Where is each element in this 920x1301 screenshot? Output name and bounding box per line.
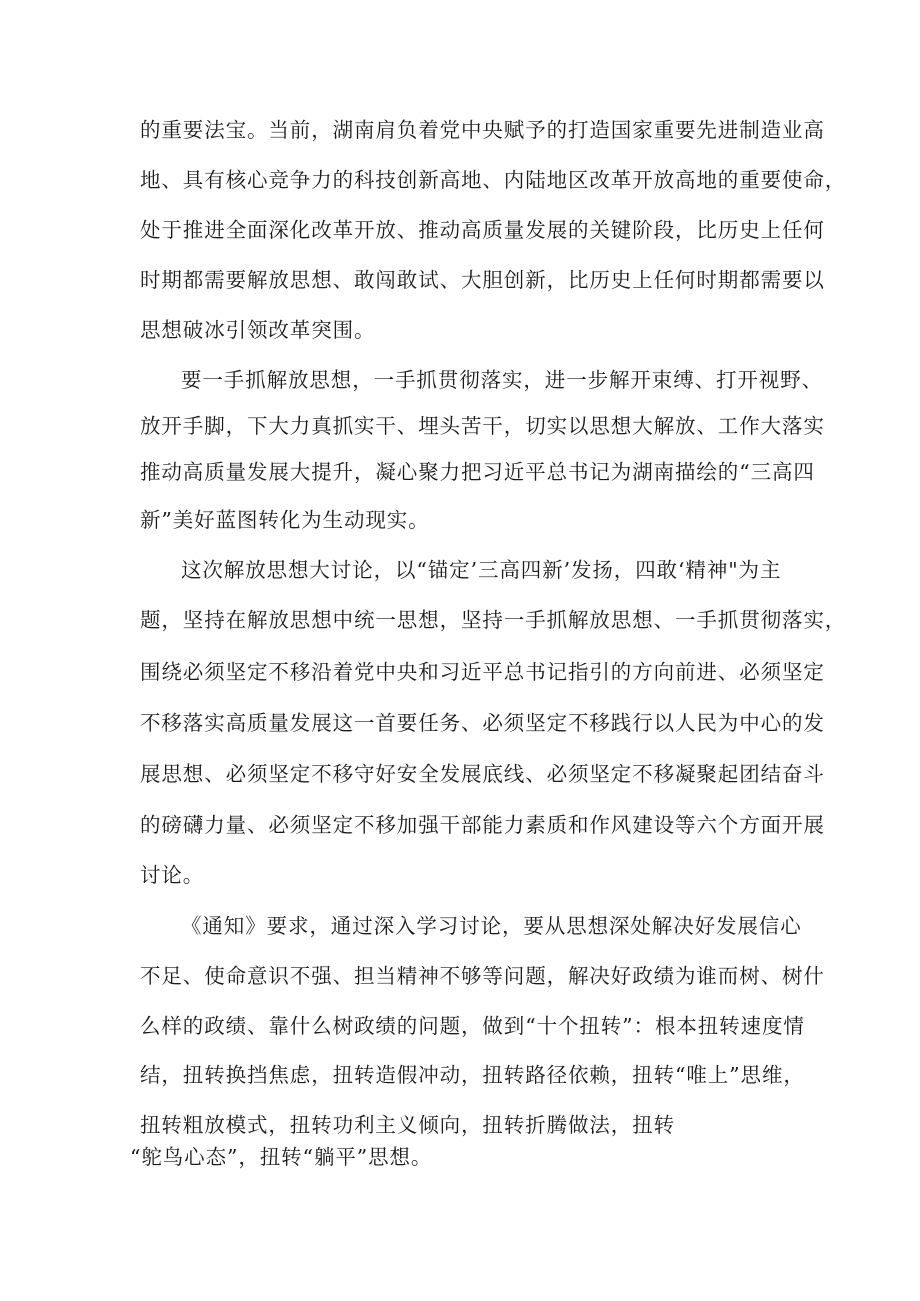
text-line: 放开手脚，下大力真抓实干、埋头苦干，切实以思想大解放、工作大落实 xyxy=(140,414,825,438)
text-line: 思想破冰引领改革突围。 xyxy=(140,318,376,342)
text-line: 不足、使命意识不强、担当精神不够等问题，解决好政绩为谁而树、树什 xyxy=(140,964,825,988)
text-line: 时期都需要解放思想、敢闯敢试、大胆创新，比历史上任何时期都需要以 xyxy=(140,268,825,292)
text-line: 《通知》要求，通过深入学习讨论，要从思想深处解决好发展信心 xyxy=(181,914,802,938)
text-line: 这次解放思想大讨论，以“锚定’三高四新’发扬，四敢‘精神"为主 xyxy=(181,558,782,582)
text-line: 推动高质量发展大提升，凝心聚力把习近平总书记为湖南描绘的“三高四 xyxy=(140,460,815,484)
text-line: 新”美好蓝图转化为生动现实。 xyxy=(140,508,430,532)
text-line: 扭转粗放模式，扭转功利主义倾向，扭转折腾做法，扭转 xyxy=(140,1113,675,1137)
text-line: “鸵鸟心态”，扭转“躺平”思想。 xyxy=(130,1145,433,1169)
text-line: 的磅礴力量、必须坚定不移加强干部能力素质和作风建设等六个方面开展 xyxy=(140,813,825,837)
text-line: 地、具有核心竞争力的科技创新高地、内陆地区改革开放高地的重要使命， xyxy=(140,168,847,192)
text-line: 不移落实高质量发展这一首要任务、必须坚定不移践行以人民为中心的发 xyxy=(140,711,825,735)
text-line: 处于推进全面深化改革开放、推动高质量发展的关键阶段，比历史上任何 xyxy=(140,218,825,242)
text-line: 讨论。 xyxy=(140,863,205,887)
text-line: 围绕必须坚定不移沿着党中央和习近平总书记指引的方向前进、必须坚定 xyxy=(140,660,825,684)
text-line: 结，扭转换挡焦虑，扭转造假冲动，扭转路径依赖，扭转“唯上”思维， xyxy=(140,1063,805,1087)
text-line: 么样的政绩、靠什么树政绩的问题，做到“十个扭转”：根本扭转速度情 xyxy=(140,1014,805,1038)
text-line: 的重要法宝。当前，湖南肩负着党中央赋予的打造国家重要先进制造业高 xyxy=(140,118,825,142)
text-line: 展思想、必须坚定不移守好安全发展底线、必须坚定不移凝聚起团结奋斗 xyxy=(140,762,825,786)
text-line: 题，坚持在解放思想中统一思想，坚持一手抓解放思想、一手抓贯彻落实， xyxy=(140,608,847,632)
text-line: 要一手抓解放思想，一手抓贯彻落实，进一步解开束缚、打开视野、 xyxy=(181,368,823,392)
